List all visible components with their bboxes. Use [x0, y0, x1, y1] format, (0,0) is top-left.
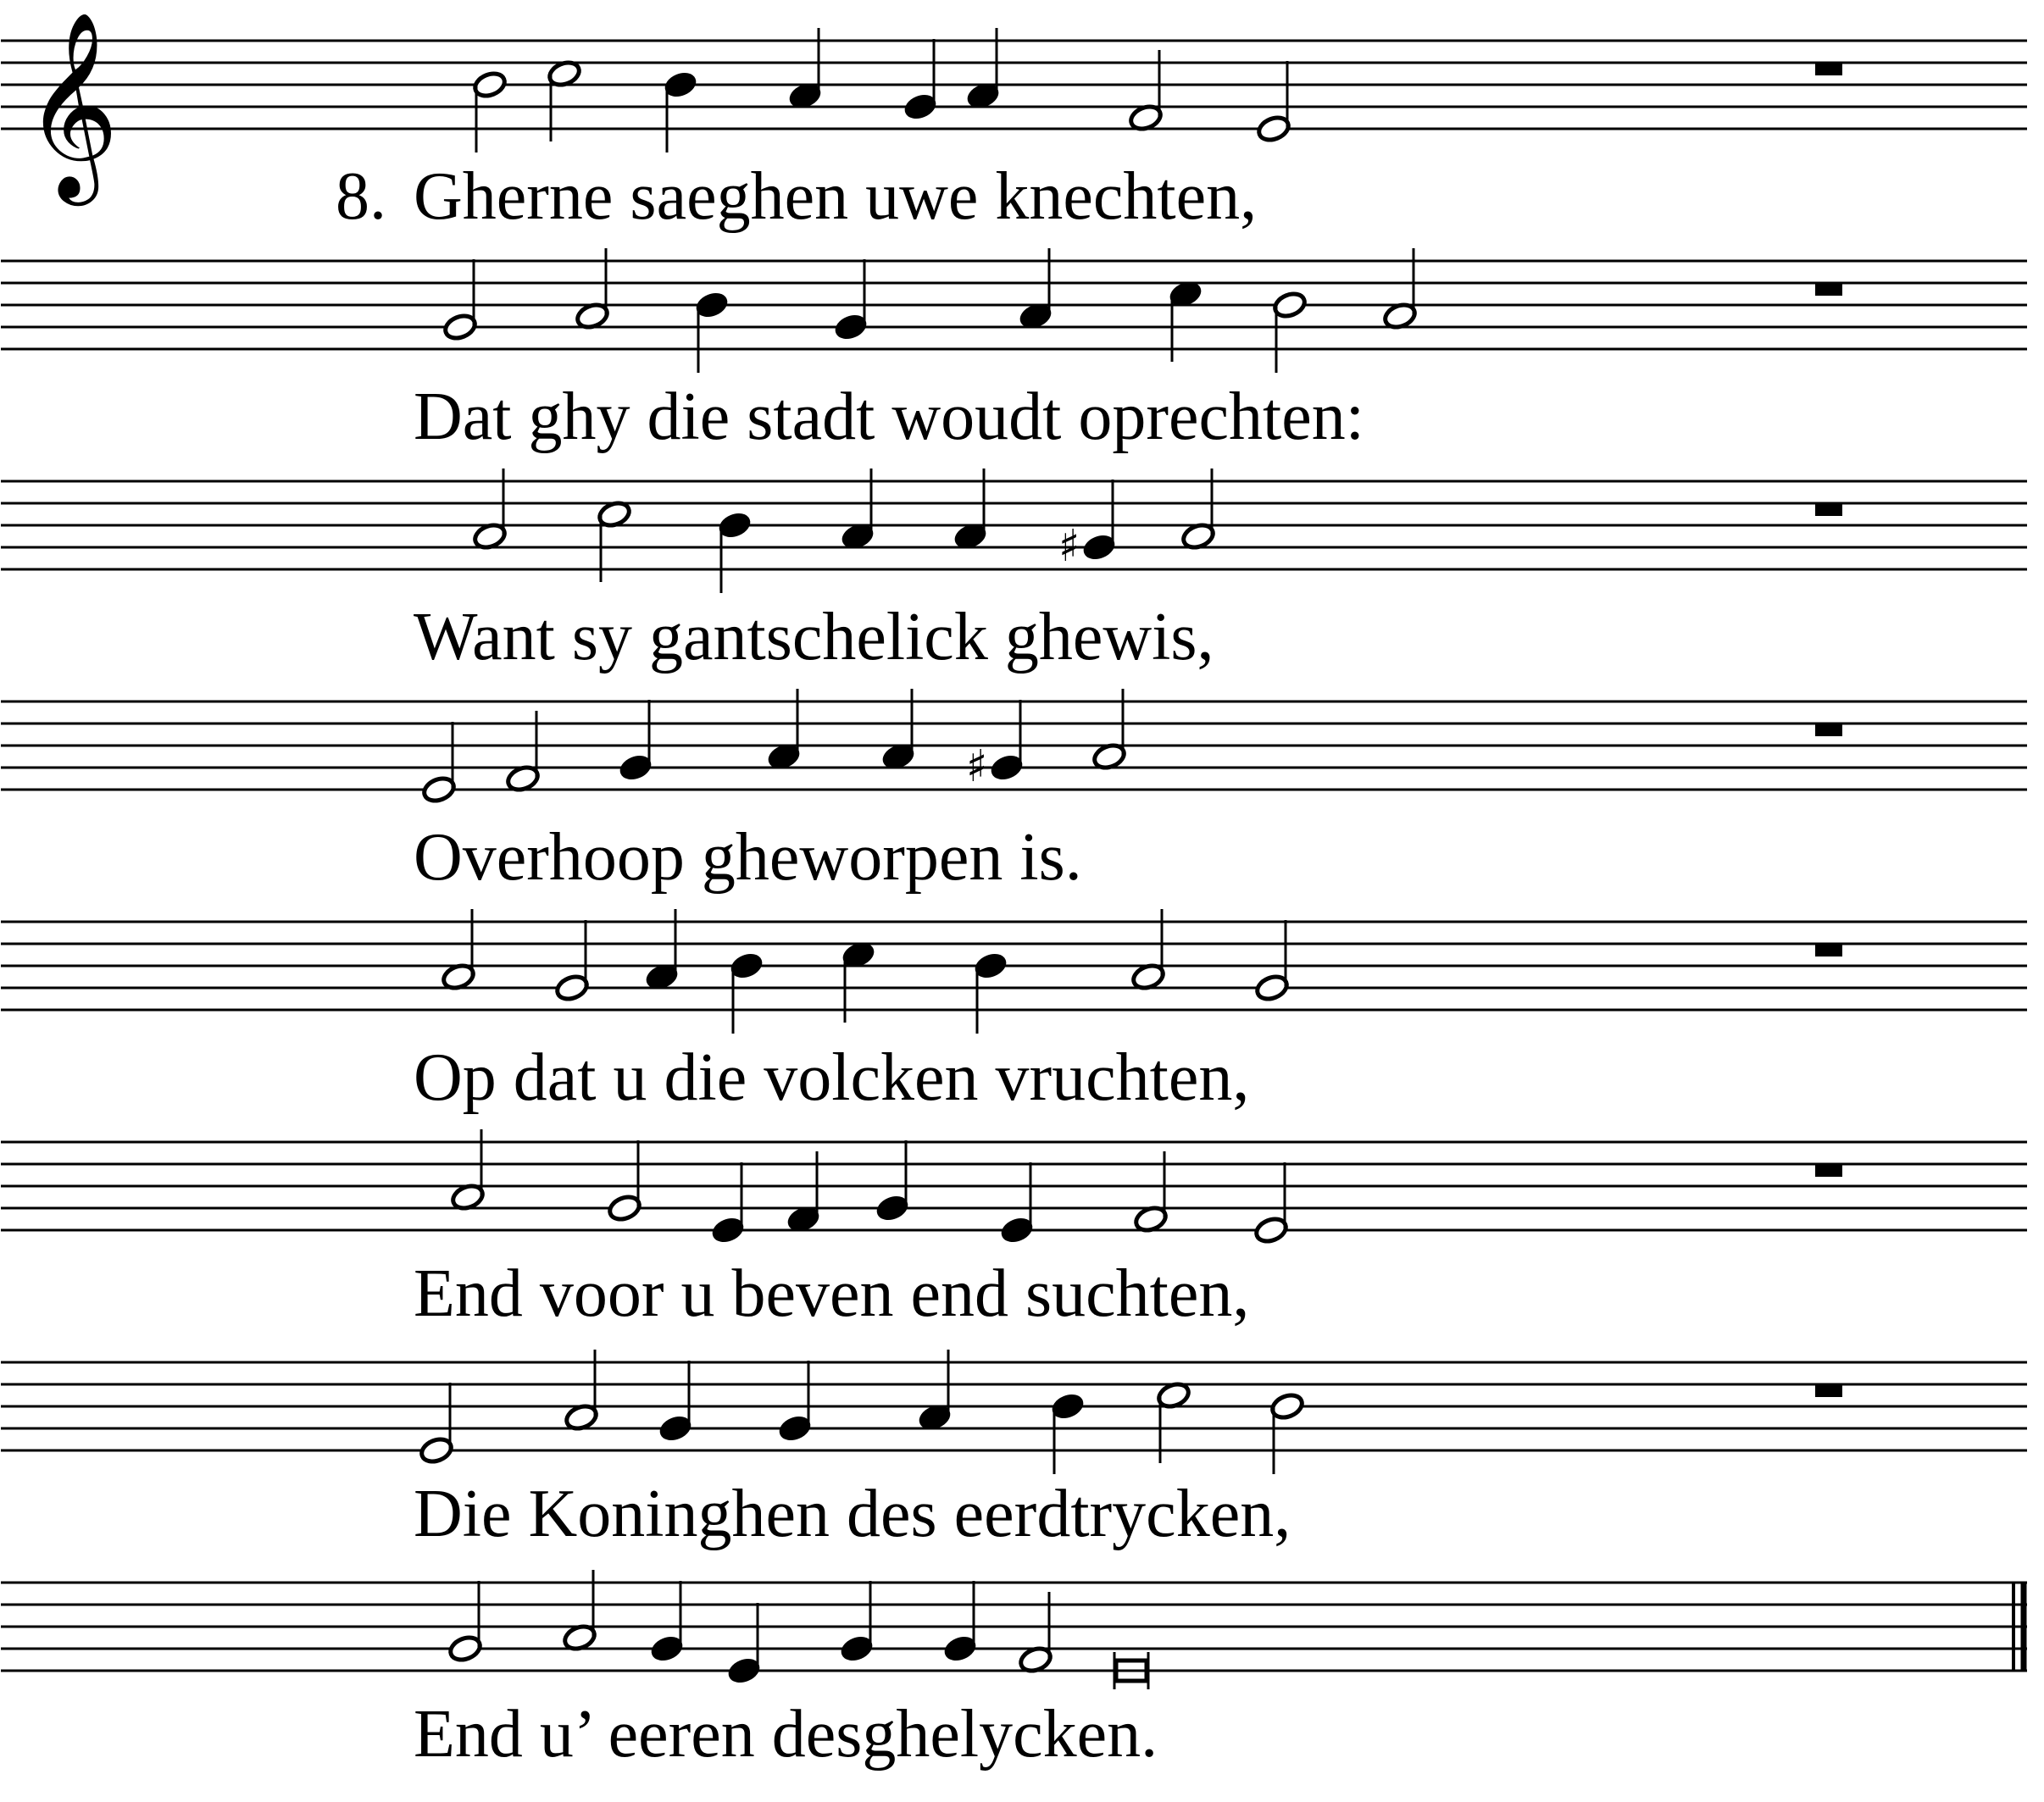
lyric-line: Op dat u die volcken vruchten, — [414, 1040, 1250, 1115]
sharp-accidental: ♯ — [966, 741, 988, 792]
sharp-accidental: ♯ — [1058, 521, 1080, 572]
lyric-line: Die Koninghen des eerdtrycken, — [414, 1477, 1291, 1551]
lyric-line: Dat ghy die stadt woudt oprechten: — [414, 380, 1364, 454]
staff — [1, 689, 2027, 805]
lyric-line: Want sy gantschelick ghewis, — [414, 600, 1214, 674]
half-rest — [1815, 284, 1842, 296]
lyric-line: End u’ eeren desghelycken. — [414, 1697, 1158, 1772]
staff — [1, 248, 2027, 373]
half-rest — [1815, 945, 1842, 956]
staff — [1, 469, 2027, 593]
staff — [1, 1570, 2027, 1689]
staff — [1, 1129, 2027, 1245]
half-rest — [1815, 1165, 1842, 1177]
lyric-line: End voor u beven end suchten, — [414, 1256, 1250, 1331]
verse-number: 8. — [336, 159, 386, 234]
treble-clef-icon: 𝄞 — [24, 10, 119, 197]
half-rest — [1815, 724, 1842, 736]
lyric-line: Overhoop gheworpen is. — [414, 820, 1082, 895]
half-rest — [1815, 1385, 1842, 1397]
half-rest — [1815, 504, 1842, 516]
lyric-line: Gherne saeghen uwe knechten, — [414, 159, 1258, 234]
staff — [1, 1350, 2027, 1474]
half-rest — [1815, 64, 1842, 75]
staff — [1, 909, 2027, 1034]
